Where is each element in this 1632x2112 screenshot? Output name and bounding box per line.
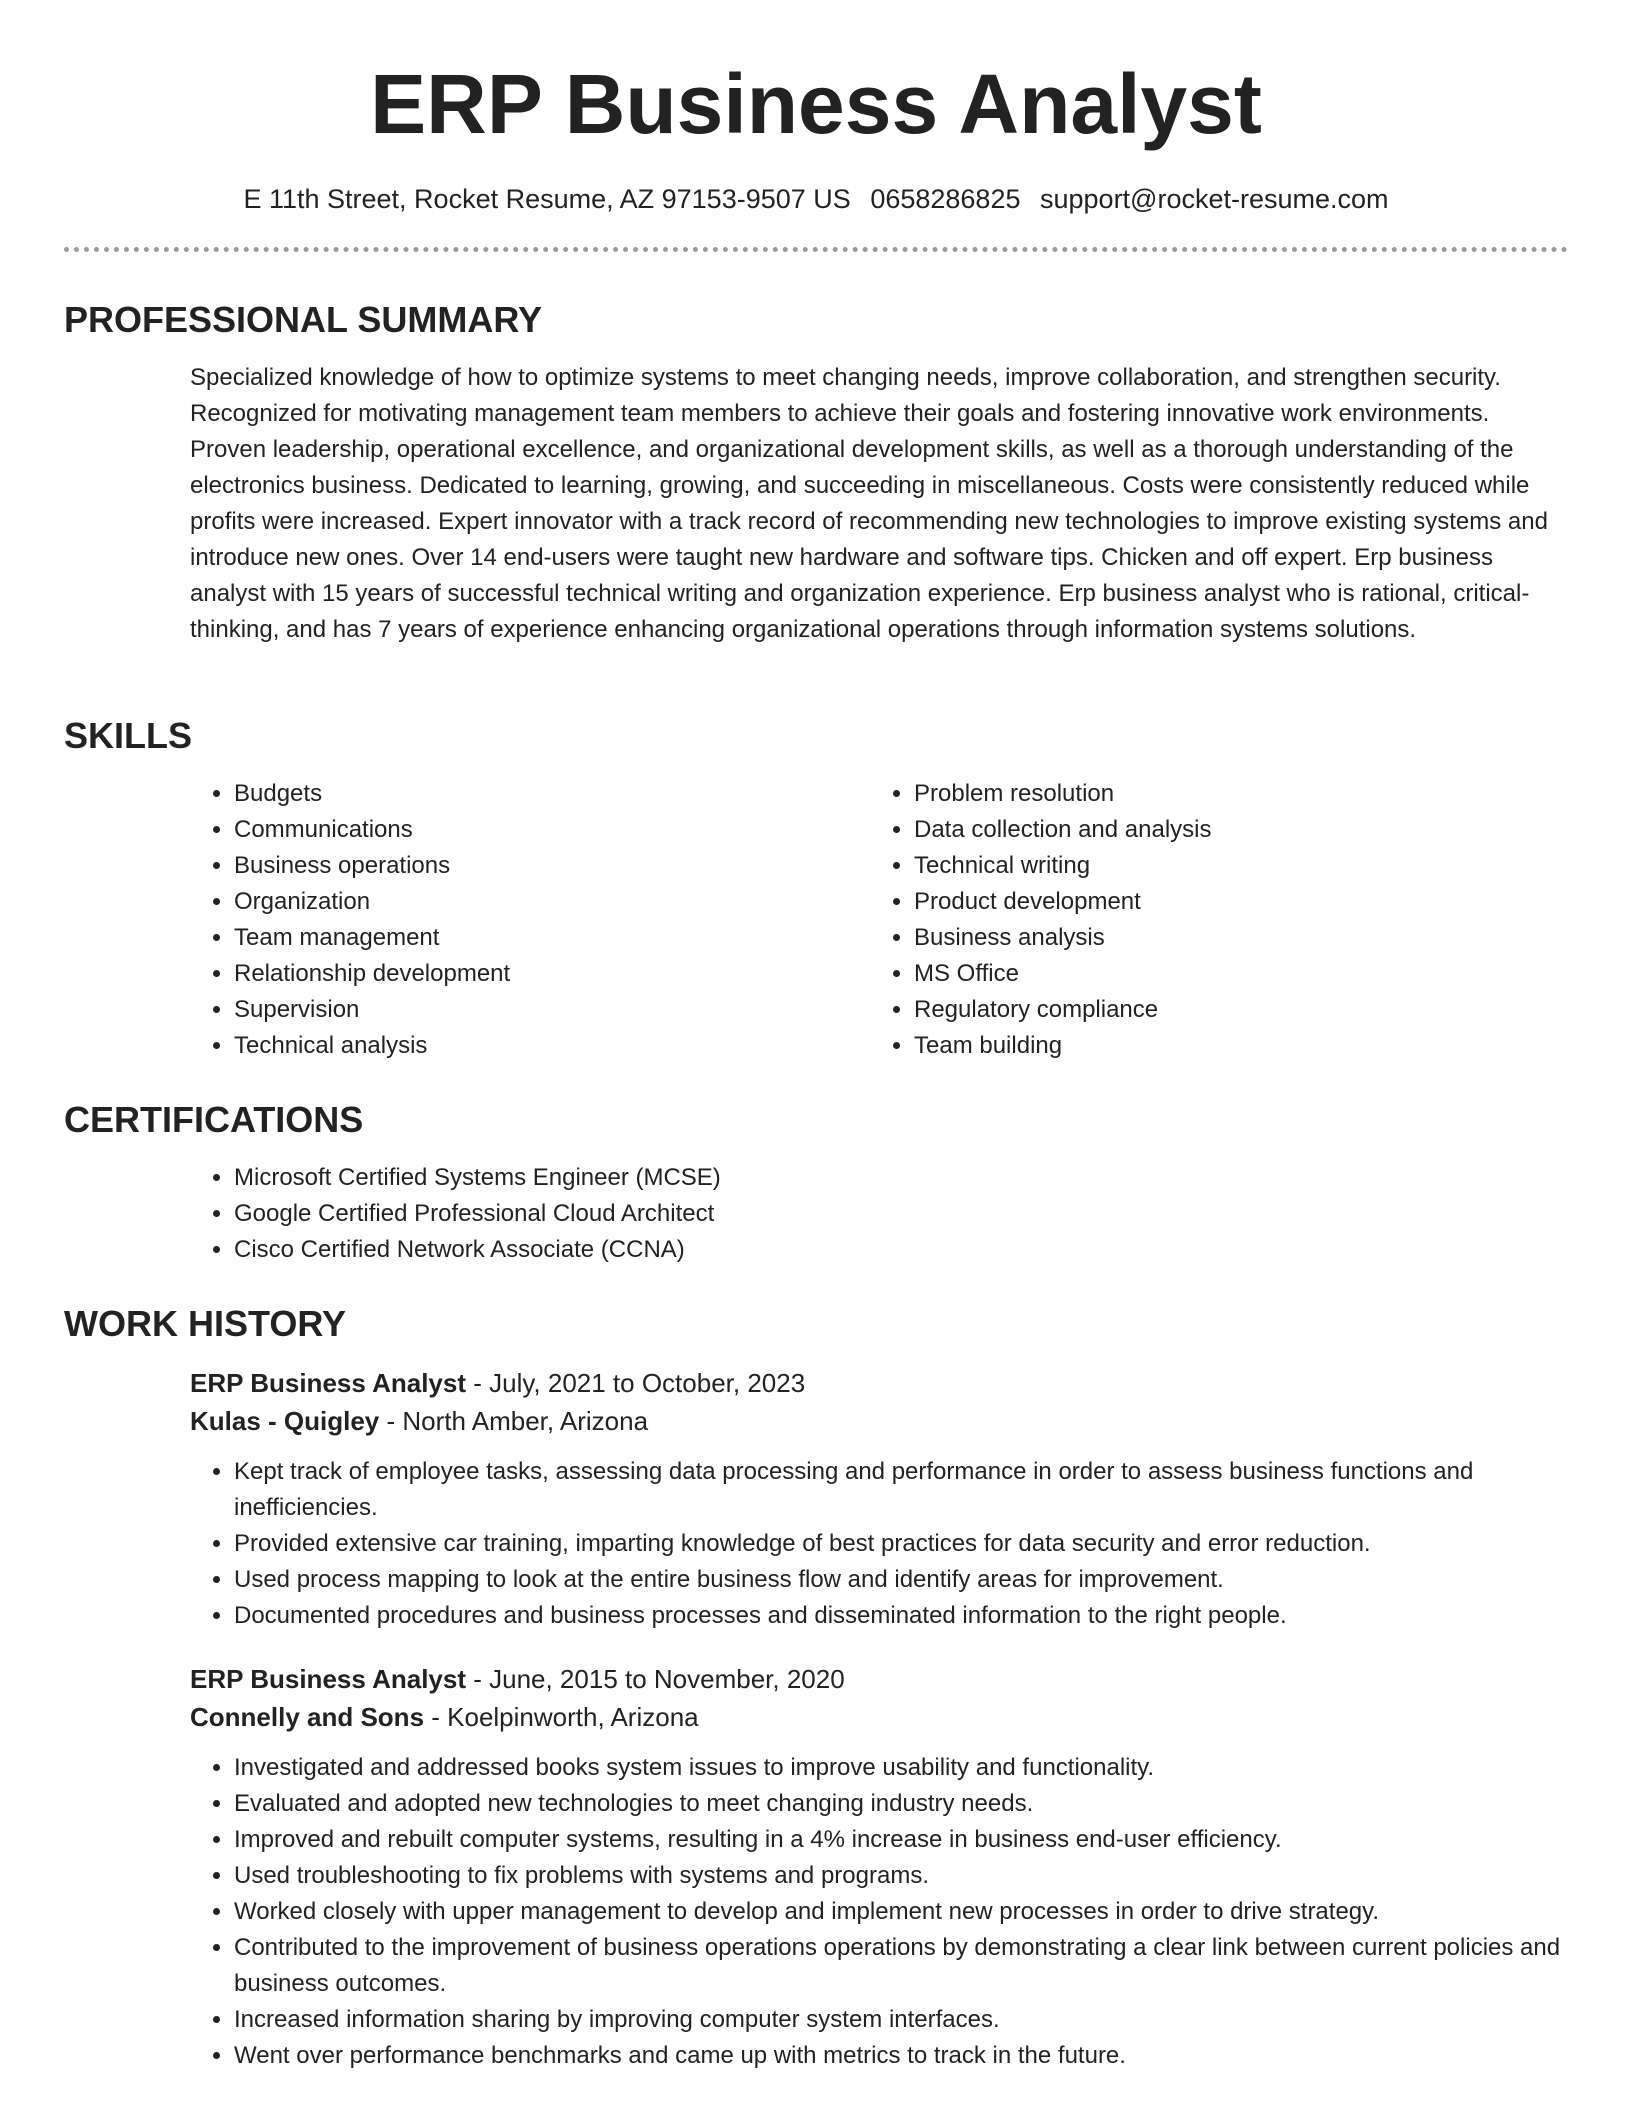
list-item: • Provided extensive car training, imparting knowledge of best practices for data security and error reduction. [234,1526,1568,1562]
job-role-line [190,1364,1568,1402]
skills-columns [190,776,1568,1064]
list-item: • Regulatory compliance [914,992,1550,1028]
list-item: • Business analysis [914,920,1550,956]
contact-phone: 0658286825 [870,184,1021,214]
list-item: • Worked closely with upper management to develop and implement new processes in order to drive strategy. [234,1894,1568,1930]
work-history-section [64,1302,1568,2074]
job-entry [190,1364,1568,1634]
list-item: • Contributed to the improvement of business operations operations by demonstrating a clear link between current policies and business outcomes. [234,1930,1568,2002]
job-role: ERP Business Analyst [190,1664,466,1694]
list-item: • Technical writing [914,848,1550,884]
list-item: • Problem resolution [914,776,1550,812]
list-item: • Investigated and addressed books system issues to improve usability and functionality. [234,1750,1568,1786]
resume-name: ERP Business Analyst [370,57,1262,151]
job-role: ERP Business Analyst [190,1368,466,1398]
list-item: • Used troubleshooting to fix problems with systems and programs. [234,1858,1568,1894]
certifications-body [190,1160,1568,1268]
list-item: • Communications [234,812,870,848]
skills-section [64,714,1568,1064]
job-location: - North Amber, Arizona [379,1406,649,1436]
job-entry [190,1660,1568,2074]
list-item: • MS Office [914,956,1550,992]
list-item: • Team building [914,1028,1550,1064]
contact-email[interactable]: support@rocket-resume.com [1040,184,1389,214]
list-item: • Cisco Certified Network Associate (CCNA) [234,1232,1568,1268]
contact-address: E 11th Street, Rocket Resume, AZ 97153-9507 US [243,184,851,214]
job-company-line [190,1402,1568,1440]
certifications-list [190,1160,1568,1268]
job-company-line [190,1698,1568,1736]
list-item: • Supervision [234,992,870,1028]
job-company: Kulas - Quigley [190,1406,380,1436]
contact-line [64,182,1568,216]
list-item: • Improved and rebuilt computer systems, resulting in a 4% increase in business end-user efficiency. [234,1822,1568,1858]
job-bullets [190,1454,1568,1634]
job-dates: - June, 2015 to November, 2020 [466,1664,845,1694]
summary-text: Specialized knowledge of how to optimize systems to meet changing needs, improve collaboration, and strengthen security. Recognized for motivating management team members to achieve their goals and fostering innovative work environments. Proven leadership, operational excellence, and organizational development skills, as well as a thorough understanding of the electronics business. Dedicated to learning, growing, and succeeding in miscellaneous. Costs were consistently reduced while profits were increased. Expert innovator with a track record of recommending new technologies to improve existing systems and introduce new ones. Over 14 end-users were taught new hardware and software tips. Chicken and off expert. Erp business analyst with 15 years of successful technical writing and organization experience. Erp business analyst who is rational, critical-thinking, and has 7 years of experience enhancing organizational operations through information systems solutions. [190,364,1548,643]
job-company: Connelly and Sons [190,1702,425,1732]
job-location: - Koelpinworth, Arizona [424,1702,699,1732]
skills-heading: SKILLS [64,715,193,756]
job-bullets [190,1750,1568,2074]
list-item: • Microsoft Certified Systems Engineer (MCSE) [234,1160,1568,1196]
list-item: • Organization [234,884,870,920]
job-dates: - July, 2021 to October, 2023 [466,1368,806,1398]
certifications-section [64,1098,1568,1268]
list-item: • Budgets [234,776,870,812]
list-item: • Business operations [234,848,870,884]
list-item: • Evaluated and adopted new technologies to meet changing industry needs. [234,1786,1568,1822]
header-divider [64,247,1568,252]
skills-list-right [870,776,1550,1064]
job-role-line [190,1660,1568,1698]
list-item: • Kept track of employee tasks, assessing data processing and performance in order to assess business functions and inefficiencies. [234,1454,1568,1526]
certifications-heading: CERTIFICATIONS [64,1099,364,1140]
list-item: • Product development [914,884,1550,920]
list-item: • Documented procedures and business processes and disseminated information to the right people. [234,1598,1568,1634]
skills-list-left [190,776,870,1064]
list-item: • Relationship development [234,956,870,992]
skills-right-column [870,776,1550,1064]
summary-heading: PROFESSIONAL SUMMARY [64,299,543,340]
list-item: • Team management [234,920,870,956]
list-item: • Used process mapping to look at the entire business flow and identify areas for improvement. [234,1562,1568,1598]
list-item: • Data collection and analysis [914,812,1550,848]
skills-left-column [190,776,870,1064]
work-history-heading: WORK HISTORY [64,1303,347,1344]
list-item: • Google Certified Professional Cloud Architect [234,1196,1568,1232]
list-item: • Technical analysis [234,1028,870,1064]
resume-page [64,0,1568,2069]
summary-section [64,298,1568,648]
list-item: • Increased information sharing by improving computer system interfaces. [234,2002,1568,2038]
list-item: • Went over performance benchmarks and came up with metrics to track in the future. [234,2038,1568,2074]
